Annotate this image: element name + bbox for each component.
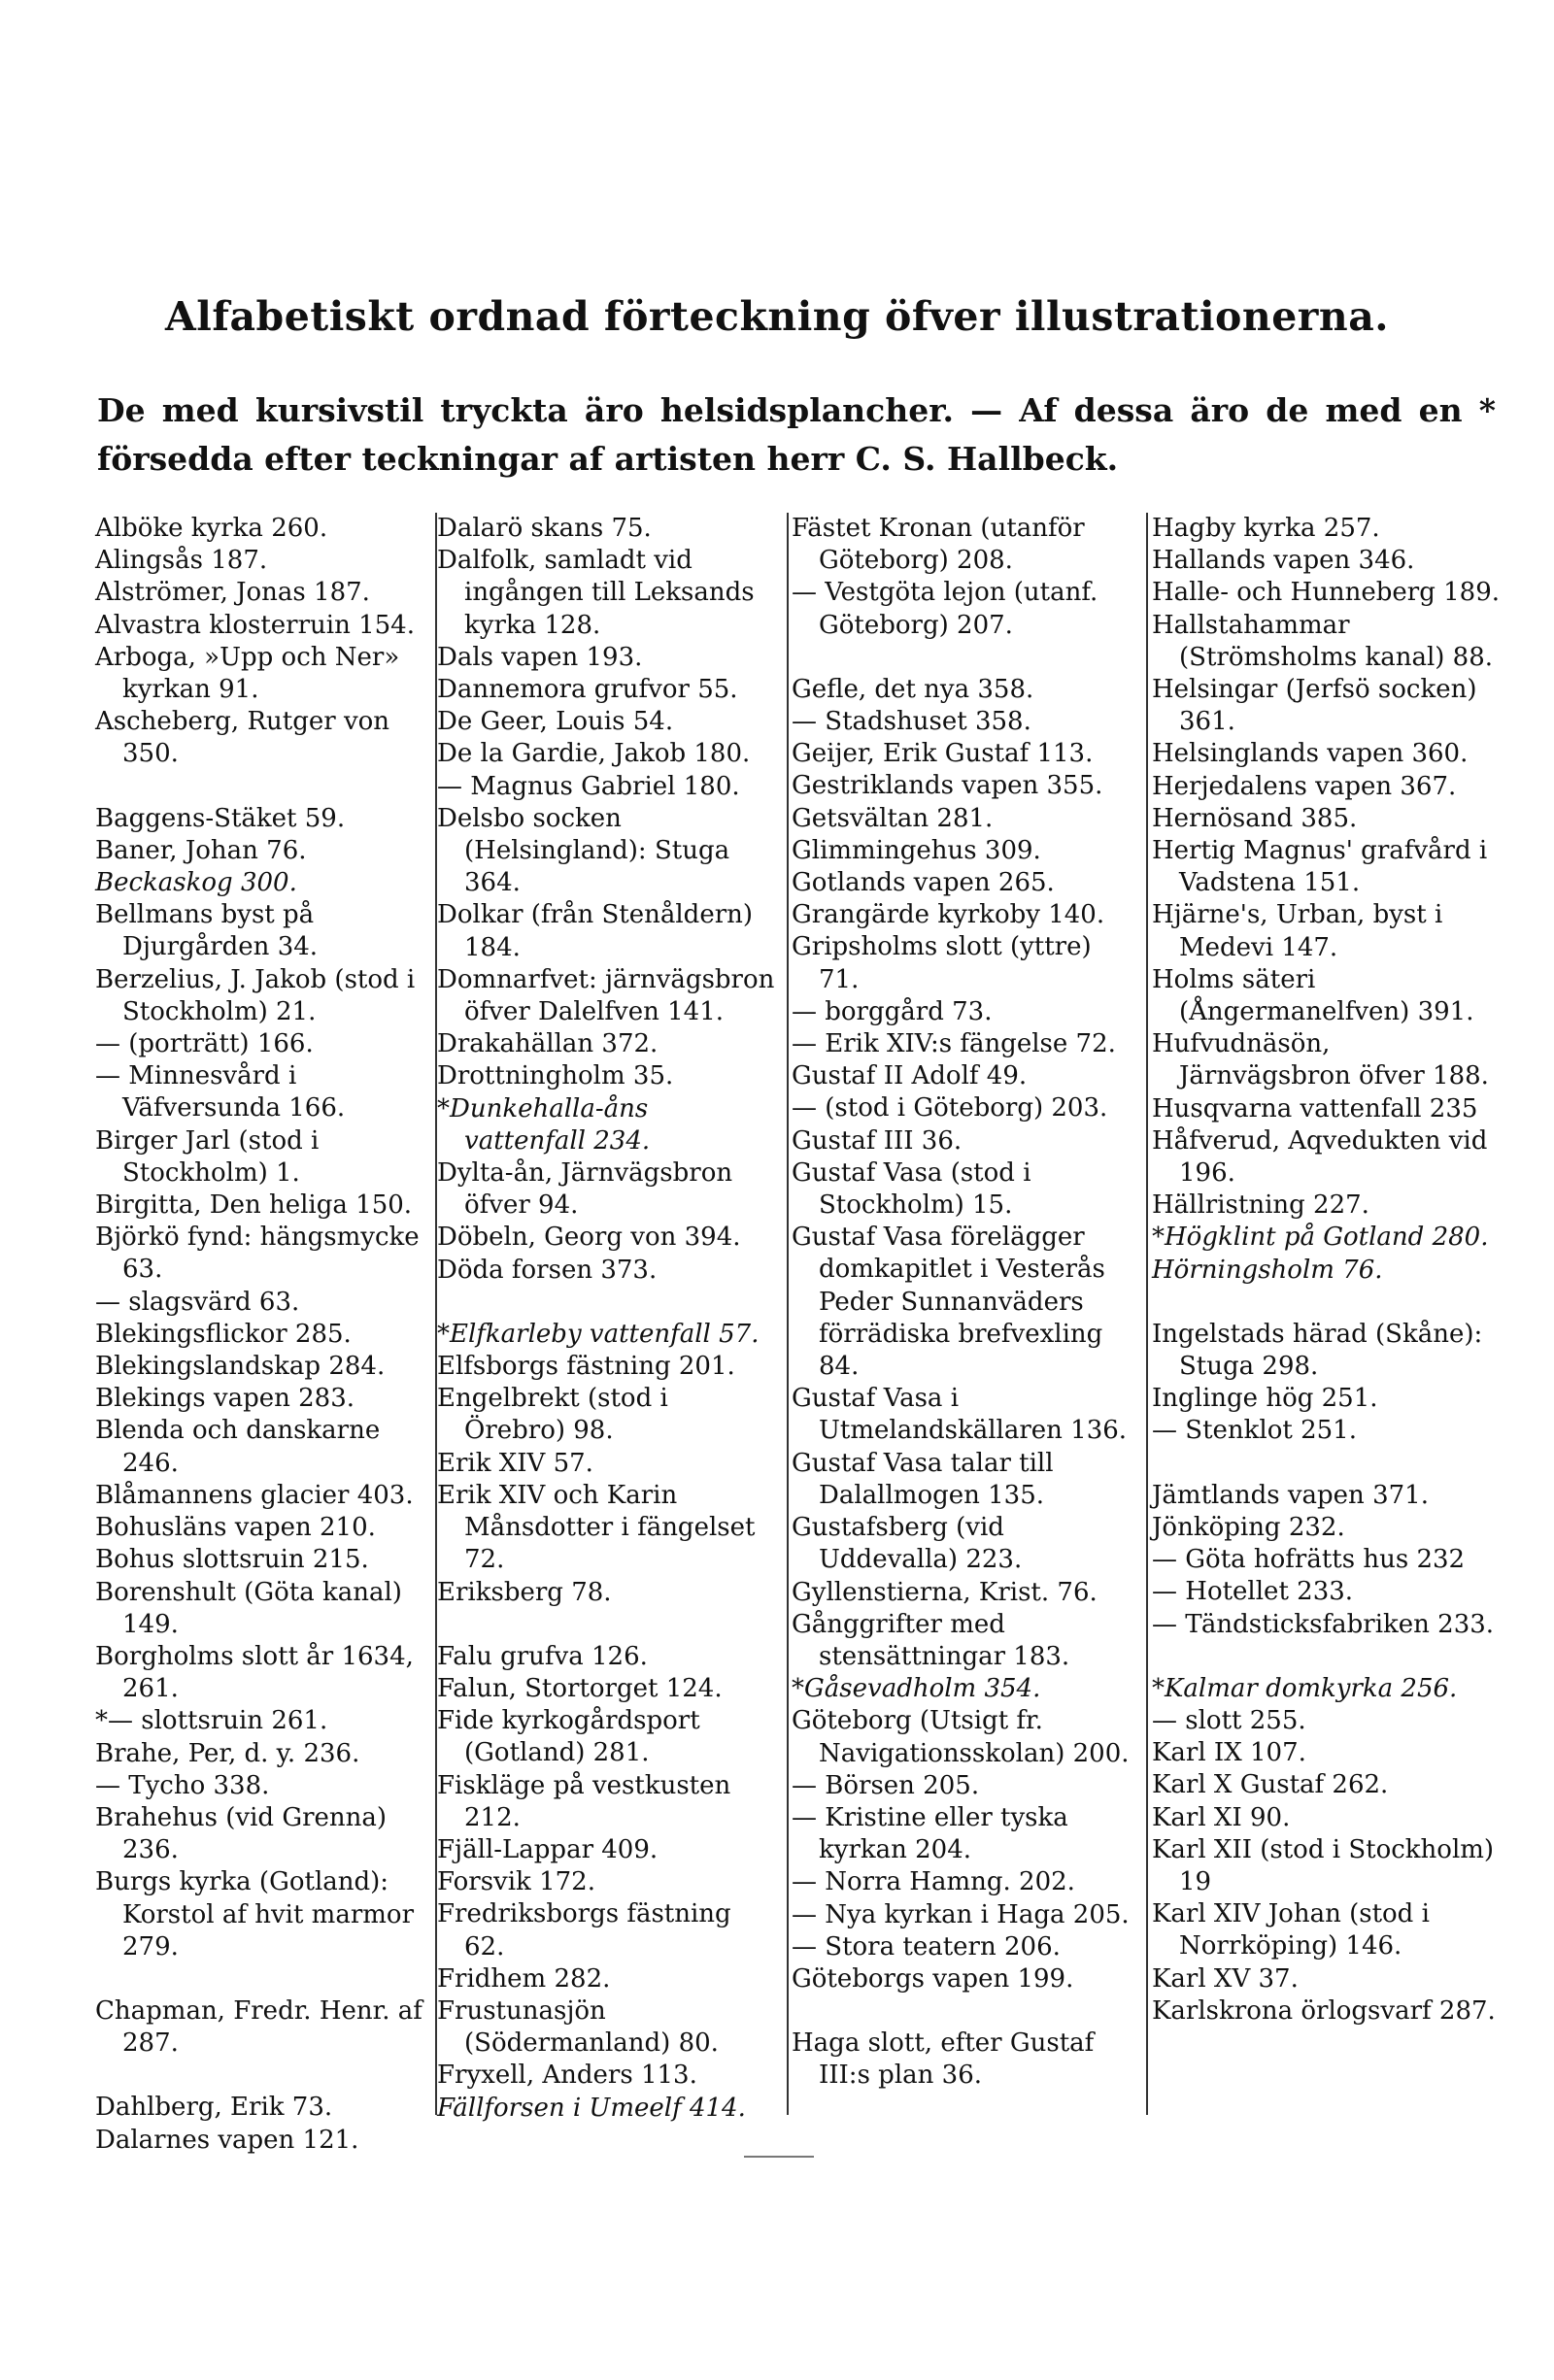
- index-column-2: [437, 513, 783, 2123]
- index-entry: Drottningholm 35.: [437, 1061, 674, 1091]
- entry-gap: [437, 1287, 775, 1319]
- index-entry: — slagsvärd 63.: [95, 1287, 300, 1317]
- index-entry: Erik XIV 57.: [437, 1448, 593, 1478]
- entry-gap: [437, 1609, 775, 1641]
- index-entry: Alböke kyrka 260.: [95, 514, 328, 543]
- index-entry: Hjärne's, Urban, byst i Medevi 147.: [1152, 900, 1451, 962]
- index-entry: *Dunkehalla-åns vattenfall 234.: [437, 1093, 657, 1156]
- index-entry: — Minnesvård i Väfversunda 166.: [95, 1061, 346, 1123]
- index-entry: Hertig Magnus' grafvård i Vadstena 151.: [1152, 836, 1496, 898]
- index-entry: Gyllenstierna, Krist. 76.: [792, 1577, 1098, 1607]
- index-entry: — Börsen 205.: [792, 1770, 980, 1800]
- index-entry: Göteborgs vapen 199.: [792, 1963, 1074, 1994]
- entry-gap: [1152, 1448, 1503, 1480]
- index-entry: Karl IX 107.: [1152, 1738, 1306, 1768]
- index-entry: Borenshult (Göta kanal) 149.: [95, 1577, 411, 1639]
- index-entry: Baner, Johan 76.: [95, 835, 307, 865]
- index-entry: Fällforsen i Umeelf 414.: [437, 2093, 746, 2123]
- entry-gap: [95, 2060, 430, 2092]
- index-entry: Halle- och Hunneberg 189.: [1152, 578, 1501, 608]
- index-entry: Bohus slottsruin 215.: [95, 1545, 369, 1575]
- index-entry: Jönköping 232.: [1152, 1512, 1345, 1542]
- index-entry: Blekingslandskap 284.: [95, 1352, 386, 1382]
- index-entry: *Högklint på Gotland 280.: [1152, 1223, 1489, 1253]
- entry-gap: [95, 1963, 430, 1995]
- index-columns: [95, 513, 1503, 2155]
- entry-gap: [792, 642, 1136, 674]
- index-entry: Herjedalens vapen 367.: [1152, 771, 1457, 801]
- index-entry: Borgholms slott år 1634, 261.: [95, 1641, 422, 1704]
- index-entry: Gustaf Vasa (stod i Stockholm) 15.: [792, 1157, 1039, 1221]
- index-entry: Arboga, »Upp och Ner» kyrkan 91.: [95, 642, 408, 705]
- page-title: Alfabetiskt ordnad förteckning öfver illustrationerna.: [164, 293, 1390, 340]
- index-entry: Alströmer, Jonas 187.: [95, 578, 370, 608]
- index-entry: — Magnus Gabriel 180.: [437, 771, 740, 801]
- index-entry: Getsvältan 281.: [792, 803, 994, 833]
- index-entry: De Geer, Louis 54.: [437, 707, 674, 737]
- index-entry: — (stod i Göteborg) 203.: [792, 1093, 1108, 1123]
- index-entry: Birger Jarl (stod i Stockholm) 1.: [95, 1125, 327, 1188]
- index-entry: Dalfolk, samladt vid ingången till Leksands kyrka 128.: [437, 546, 762, 640]
- index-entry: Inglinge hög 251.: [1152, 1384, 1378, 1414]
- index-entry: — (porträtt) 166.: [95, 1029, 314, 1059]
- index-entry: Karlskrona örlogsvarf 287.: [1152, 1995, 1496, 2026]
- index-entry: De la Gardie, Jakob 180.: [437, 739, 751, 769]
- index-entry: Karl XV 37.: [1152, 1963, 1299, 1994]
- index-entry: Göteborg (Utsigt fr. Navigationsskolan) 200.: [792, 1706, 1130, 1768]
- index-entry: Brahe, Per, d. y. 236.: [95, 1738, 360, 1768]
- index-entry: Alingsås 187.: [95, 546, 268, 576]
- index-entry: *— slottsruin 261.: [95, 1706, 328, 1736]
- index-entry: Holms säteri (Ångermanelfven) 391.: [1152, 964, 1474, 1027]
- index-entry: Dolkar (från Stenåldern) 184.: [437, 900, 761, 962]
- index-entry: Gustafsberg (vid Uddevalla) 223.: [792, 1513, 1023, 1575]
- index-entry: Burgs kyrka (Gotland): Korstol af hvit marmor 279.: [95, 1867, 422, 1961]
- index-entry: Alvastra klosterruin 154.: [95, 610, 415, 640]
- index-entry: Beckaskog 300.: [95, 868, 297, 898]
- index-entry: Fridhem 282.: [437, 1963, 611, 1994]
- index-entry: Bohusläns vapen 210.: [95, 1513, 376, 1543]
- index-entry: Döbeln, Georg von 394.: [437, 1223, 741, 1253]
- index-entry: Ingelstads härad (Skåne): Stuga 298.: [1152, 1319, 1491, 1382]
- column-rule: [787, 513, 789, 2115]
- index-entry: Delsbo socken (Helsingland): Stuga 364.: [437, 803, 738, 898]
- index-entry: Hallstahammar (Strömsholms kanal) 88.: [1152, 610, 1494, 672]
- index-entry: Gånggrifter med stensättningar 183.: [792, 1609, 1070, 1671]
- index-entry: Hufvudnäsön, Järnvägsbron öfver 188.: [1152, 1029, 1489, 1091]
- index-column-1: [95, 513, 431, 2155]
- index-entry: — Tändsticksfabriken 233.: [1152, 1609, 1495, 1639]
- index-entry: Håfverud, Aqvedukten vid 196.: [1152, 1125, 1496, 1189]
- index-entry: Dalarö skans 75.: [437, 514, 652, 543]
- index-entry: — Stadshuset 358.: [792, 707, 1031, 737]
- index-entry: Erik XIV och Karin Månsdotter i fängelset 72.: [437, 1480, 763, 1575]
- index-entry: Hörningsholm 76.: [1152, 1255, 1383, 1285]
- index-entry: *Kalmar domkyrka 256.: [1152, 1673, 1458, 1703]
- index-entry: Fryxell, Anders 113.: [437, 2061, 697, 2091]
- index-entry: — Göta hofrätts hus 232: [1152, 1545, 1466, 1575]
- index-entry: Hallands vapen 346.: [1152, 546, 1415, 576]
- index-entry: Helsingar (Jerfsö socken) 361.: [1152, 675, 1485, 737]
- index-entry: Glimmingehus 309.: [792, 835, 1041, 865]
- index-entry: Elfsborgs fästning 201.: [437, 1352, 735, 1382]
- entry-gap: [1152, 1641, 1503, 1673]
- index-entry: Drakahällan 372.: [437, 1029, 659, 1059]
- index-entry: Björkö fynd: hängsmycke 63.: [95, 1223, 427, 1285]
- index-entry: Gotlands vapen 265.: [792, 868, 1055, 898]
- index-entry: — Kristine eller tyska kyrkan 204.: [792, 1802, 1077, 1865]
- index-entry: Hernösand 385.: [1152, 803, 1358, 833]
- index-entry: Karl XI 90.: [1152, 1802, 1291, 1832]
- index-entry: — Erik XIV:s fängelse 72.: [792, 1029, 1116, 1059]
- index-entry: Blekingsflickor 285.: [95, 1319, 352, 1349]
- index-entry: Fredriksborgs fästning 62.: [437, 1899, 739, 1961]
- index-entry: Brahehus (vid Grenna) 236.: [95, 1802, 395, 1865]
- index-entry: — Stenklot 251.: [1152, 1416, 1357, 1446]
- index-entry: Gustaf Vasa talar till Dalallmogen 135.: [792, 1448, 1062, 1510]
- index-entry: *Elfkarleby vattenfall 57.: [437, 1319, 760, 1349]
- index-entry: Gustaf Vasa i Utmelandskällaren 136.: [792, 1384, 1128, 1446]
- index-entry: Jämtlands vapen 371.: [1152, 1480, 1429, 1510]
- index-entry: Gustaf III 36.: [792, 1125, 963, 1156]
- index-entry: Chapman, Fredr. Henr. af 287.: [95, 1995, 431, 2059]
- page-subtitle: De med kursivstil tryckta äro helsidsplancher. — Af dessa äro de med en * försedda efter teckningar af artisten herr C. S. Hallbeck.: [97, 391, 1496, 478]
- index-entry: Falu grufva 126.: [437, 1641, 648, 1671]
- index-entry: Fästet Kronan (utanför Göteborg) 208.: [792, 514, 1093, 576]
- index-entry: — Norra Hamng. 202.: [792, 1867, 1075, 1897]
- index-entry: Gripsholms slott (yttre) 71.: [792, 932, 1099, 994]
- index-entry: Karl XIV Johan (stod i Norrköping) 146.: [1152, 1899, 1438, 1961]
- index-entry: Dahlberg, Erik 73.: [95, 2093, 333, 2123]
- index-entry: Dals vapen 193.: [437, 642, 643, 672]
- index-entry: Fiskläge på vestkusten 212.: [437, 1770, 739, 1832]
- index-entry: Eriksberg 78.: [437, 1577, 612, 1607]
- footer-rule: [744, 2156, 814, 2158]
- index-entry: Frustunasjön (Södermanland) 80.: [437, 1995, 719, 2059]
- index-entry: Falun, Stortorget 124.: [437, 1673, 723, 1703]
- index-entry: — borggård 73.: [792, 996, 993, 1026]
- index-entry: Bellmans byst på Djurgården 34.: [95, 900, 322, 962]
- index-entry: Gefle, det nya 358.: [792, 674, 1034, 704]
- index-entry: Domnarfvet: järnvägsbron öfver Dalelfven 141.: [437, 964, 783, 1027]
- entry-gap: [792, 1995, 1136, 2028]
- index-entry: Birgitta, Den heliga 150.: [95, 1190, 413, 1221]
- index-entry: — Stora teatern 206.: [792, 1931, 1061, 1961]
- index-entry: Blåmannens glacier 403.: [95, 1480, 414, 1510]
- index-entry: Karl XII (stod i Stockholm) 19: [1152, 1834, 1503, 1896]
- index-column-3: [792, 513, 1136, 2115]
- index-entry: Engelbrekt (stod i Örebro) 98.: [437, 1384, 677, 1446]
- column-rule: [1146, 513, 1148, 2115]
- index-entry: Berzelius, J. Jakob (stod i Stockholm) 21.: [95, 964, 423, 1026]
- index-entry: — Tycho 338.: [95, 1770, 270, 1800]
- index-entry: Geijer, Erik Gustaf 113.: [792, 739, 1094, 769]
- index-entry: Helsinglands vapen 360.: [1152, 739, 1469, 769]
- index-entry: Gestriklands vapen 355.: [792, 771, 1103, 801]
- index-entry: Baggens-Stäket 59.: [95, 803, 346, 833]
- entry-gap: [95, 771, 430, 803]
- index-entry: Blenda och danskarne 246.: [95, 1416, 388, 1478]
- index-entry: *Gåsevadholm 354.: [792, 1674, 1041, 1704]
- index-entry: Grangärde kyrkoby 140.: [792, 900, 1105, 930]
- index-entry: Fide kyrkogårdsport (Gotland) 281.: [437, 1706, 708, 1768]
- index-entry: Blekings vapen 283.: [95, 1384, 355, 1414]
- index-entry: — slott 255.: [1152, 1705, 1306, 1735]
- index-entry: Gustaf Vasa förelägger domkapitlet i Vesterås Peder Sunnanväders förrädiska brefvexling 84.: [792, 1223, 1114, 1382]
- index-entry: Gustaf II Adolf 49.: [792, 1061, 1028, 1091]
- index-entry: Hagby kyrka 257.: [1152, 514, 1380, 543]
- entry-gap: [1152, 1287, 1503, 1319]
- index-entry: Karl X Gustaf 262.: [1152, 1770, 1389, 1800]
- index-entry: Hällristning 227.: [1152, 1190, 1369, 1221]
- index-entry: Dylta-ån, Järnvägsbron öfver 94.: [437, 1158, 741, 1221]
- index-entry: Husqvarna vattenfall 235: [1152, 1093, 1478, 1123]
- index-entry: — Vestgöta lejon (utanf. Göteborg) 207.: [792, 578, 1106, 640]
- index-entry: Dannemora grufvor 55.: [437, 675, 738, 705]
- index-entry: Fjäll-Lappar 409.: [437, 1834, 659, 1864]
- index-entry: Haga slott, efter Gustaf III:s plan 36.: [792, 2028, 1102, 2091]
- index-entry: — Hotellet 233.: [1152, 1577, 1354, 1607]
- index-entry: Forsvik 172.: [437, 1867, 595, 1897]
- index-column-4: [1152, 513, 1503, 2115]
- index-entry: — Nya kyrkan i Haga 205.: [792, 1899, 1130, 1929]
- index-entry: Dalarnes vapen 121.: [95, 2125, 359, 2155]
- index-entry: Döda forsen 373.: [437, 1255, 658, 1285]
- index-entry: Ascheberg, Rutger von 350.: [95, 707, 398, 769]
